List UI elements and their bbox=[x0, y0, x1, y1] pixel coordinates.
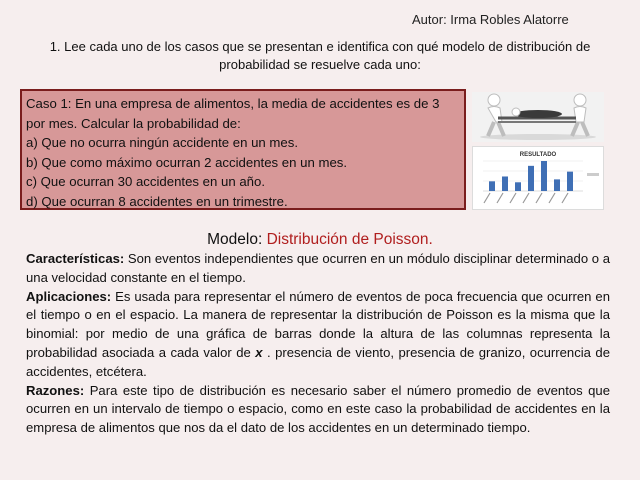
explanation-body bbox=[26, 250, 610, 438]
caracteristicas-paragraph bbox=[26, 250, 610, 288]
aplicaciones-paragraph bbox=[26, 288, 610, 382]
result-chart-tick-label bbox=[549, 193, 555, 203]
razones-label: Razones: bbox=[26, 382, 85, 398]
stretcher-illustration bbox=[472, 92, 604, 142]
instruction-text: 1. Lee cada uno de los casos que se presentan e identifica con qué modelo de distribución de probabilidad se resuelve cada uno: bbox=[49, 39, 591, 72]
result-chart-bar bbox=[541, 161, 547, 191]
result-chart-bar bbox=[567, 172, 573, 191]
aplicaciones-text-2: . presencia de viento, presencia de granizo, ocurrencia de accidentes, etcétera. bbox=[26, 344, 610, 379]
case-item-b: b) Que como máximo ocurran 2 accidentes en un mes. bbox=[26, 154, 348, 170]
result-chart-tick-label bbox=[562, 193, 568, 203]
aplicaciones-label: Aplicaciones: bbox=[26, 288, 112, 304]
stretcher-figures-icon bbox=[472, 92, 604, 142]
aplicaciones-variable: x bbox=[255, 344, 263, 360]
aplicaciones-text-1: Es usada para representar el número de eventos de poca frecuencia que ocurren en el tiempo o en el espacio. La manera de representar la distribución de Poisson es la misma que la binomial: por medio de una gráfica de barras donde la altura de las columnas representa la probabilidad asociada a cada valor de bbox=[26, 288, 610, 360]
result-chart-tick-label bbox=[523, 193, 529, 203]
model-label: Modelo: bbox=[207, 231, 267, 248]
result-chart-tick-label bbox=[497, 193, 503, 203]
razones-text: Para este tipo de distribución es necesario saber el número promedio de eventos que ocurren en un intervalo de tiempo o espacio, como en este caso la probabilidad de accidentes en la empresa de alimentos que nos da el dato de los accidentes en un determinado tiempo. bbox=[26, 382, 610, 436]
result-chart-title: RESULTADO bbox=[519, 152, 557, 158]
result-chart-legend bbox=[587, 173, 599, 176]
caracteristicas-text: Son eventos independientes que ocurren en un módulo disciplinar determinado o a una velocidad constante en el tiempo. bbox=[26, 251, 610, 285]
result-chart-bar bbox=[502, 176, 508, 191]
model-title bbox=[0, 231, 640, 249]
result-chart-tick-label bbox=[536, 193, 542, 203]
razones-paragraph bbox=[26, 382, 610, 438]
result-chart-bar bbox=[528, 166, 534, 191]
result-chart-image bbox=[472, 146, 604, 210]
case-item-a: a) Que no ocurra ningún accidente en un mes. bbox=[26, 135, 298, 150]
case-item-c: c) Que ocurran 30 accidentes en un año. bbox=[26, 174, 265, 189]
case-item-d: d) Que ocurran 8 accidentes en un trimestre. bbox=[26, 193, 288, 209]
result-chart-bar bbox=[554, 179, 560, 191]
result-chart-tick-label bbox=[484, 193, 490, 203]
result-chart-bar bbox=[515, 182, 521, 191]
case-box bbox=[20, 89, 466, 210]
caracteristicas-label: Características: bbox=[26, 251, 125, 266]
model-name: Distribución de Poisson. bbox=[266, 231, 433, 248]
case-intro: Caso 1: En una empresa de alimentos, la media de accidentes es de 3 por mes. Calcular la probabilidad de: bbox=[26, 96, 440, 131]
author-line: Autor: Irma Robles Alatorre bbox=[412, 12, 569, 27]
result-chart-bar bbox=[489, 181, 495, 191]
result-chart-tick-label bbox=[510, 193, 516, 203]
result-chart-svg bbox=[473, 147, 603, 209]
